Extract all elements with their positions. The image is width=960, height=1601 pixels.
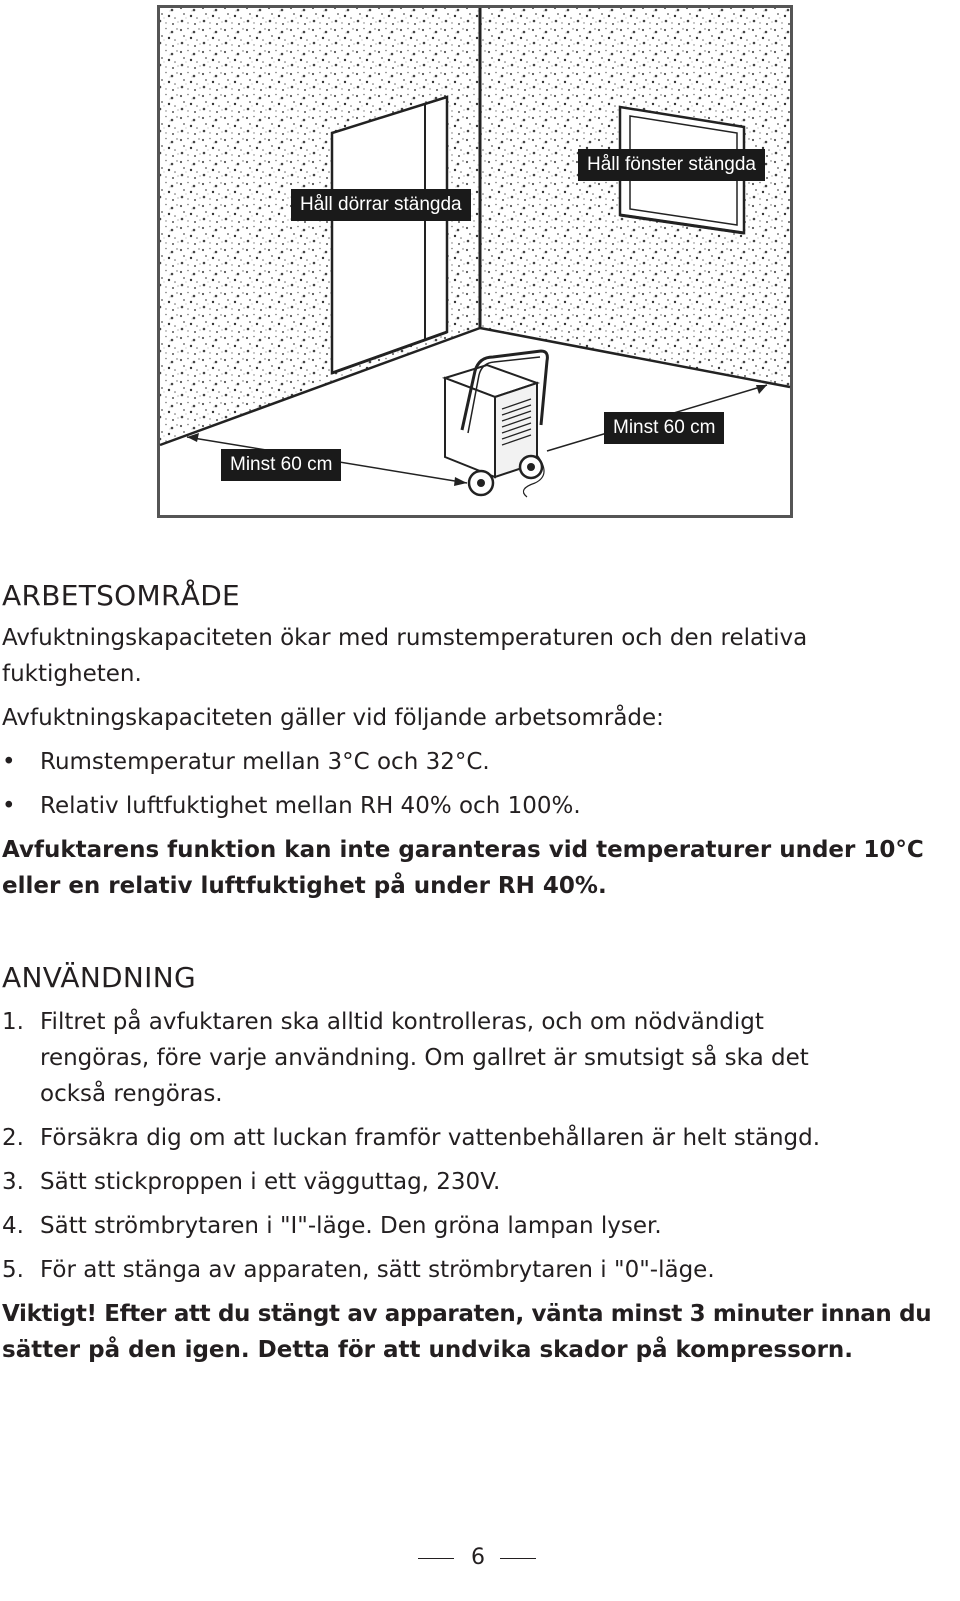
step-text-line: Filtret på avfuktaren ska alltid kontrolleras, och om nödvändigt: [40, 1009, 764, 1035]
callout-distance-left: Minst 60 cm: [221, 449, 341, 481]
door-outline: [332, 97, 447, 373]
bullet-item: [2, 744, 490, 780]
important-note-line-1: Viktigt! Efter att du stängt av apparaten, vänta minst 3 minuter innan du: [2, 1301, 932, 1327]
bullet-item: [2, 788, 581, 824]
callout-windows: Håll fönster stängda: [578, 149, 765, 181]
step-text-line: Försäkra dig om att luckan framför vattenbehållaren är helt stängd.: [40, 1125, 821, 1151]
callout-distance-right: Minst 60 cm: [604, 412, 724, 444]
important-note-line-2: sätter på den igen. Detta för att undvika skador på kompressorn.: [2, 1337, 854, 1363]
room-illustration: [157, 5, 793, 518]
bullet-mark: •: [2, 749, 16, 775]
bullet-text-temperature: Rumstemperatur mellan 3°C och 32°C.: [40, 749, 490, 775]
step-text-line: För att stänga av apparaten, sätt strömbrytaren i "0"-läge.: [40, 1257, 715, 1283]
step-text-line: Sätt strömbrytaren i "I"-läge. Den gröna lampan lyser.: [40, 1213, 662, 1239]
step-text-line: rengöras, före varje användning. Om gallret är smutsigt så ska det: [40, 1045, 809, 1071]
page-footer: [0, 1542, 960, 1574]
work-area-range-intro: Avfuktningskapaciteten gäller vid följande arbetsområde:: [2, 705, 664, 731]
step-number: 1.: [2, 1009, 24, 1035]
step-text-line: Sätt stickproppen i ett vägguttag, 230V.: [40, 1169, 501, 1195]
bullet-mark: •: [2, 793, 16, 819]
step-text-line: också rengöras.: [40, 1081, 223, 1107]
step-number: 4.: [2, 1213, 24, 1239]
work-area-warning-line-2: eller en relativ luftfuktighet på under RH 40%.: [2, 873, 607, 899]
section-title-usage: ANVÄNDNING: [2, 961, 196, 994]
step-number: 5.: [2, 1257, 24, 1283]
bullet-text-humidity: Relativ luftfuktighet mellan RH 40% och 100%.: [40, 793, 581, 819]
step-number: 3.: [2, 1169, 24, 1195]
callout-doors: Håll dörrar stängda: [291, 189, 471, 221]
work-area-warning-line-1: Avfuktarens funktion kan inte garanteras vid temperaturer under 10°C: [2, 837, 924, 863]
step-number: 2.: [2, 1125, 24, 1151]
work-area-intro-line-1: Avfuktningskapaciteten ökar med rumstemperaturen och den relativa: [2, 625, 808, 651]
footer-rule-right: [500, 1558, 536, 1559]
footer-rule-left: [418, 1558, 454, 1559]
page-number: 6: [471, 1545, 485, 1570]
section-title-work-area: ARBETSOMRÅDE: [2, 579, 241, 612]
work-area-intro-line-2: fuktigheten.: [2, 661, 142, 687]
